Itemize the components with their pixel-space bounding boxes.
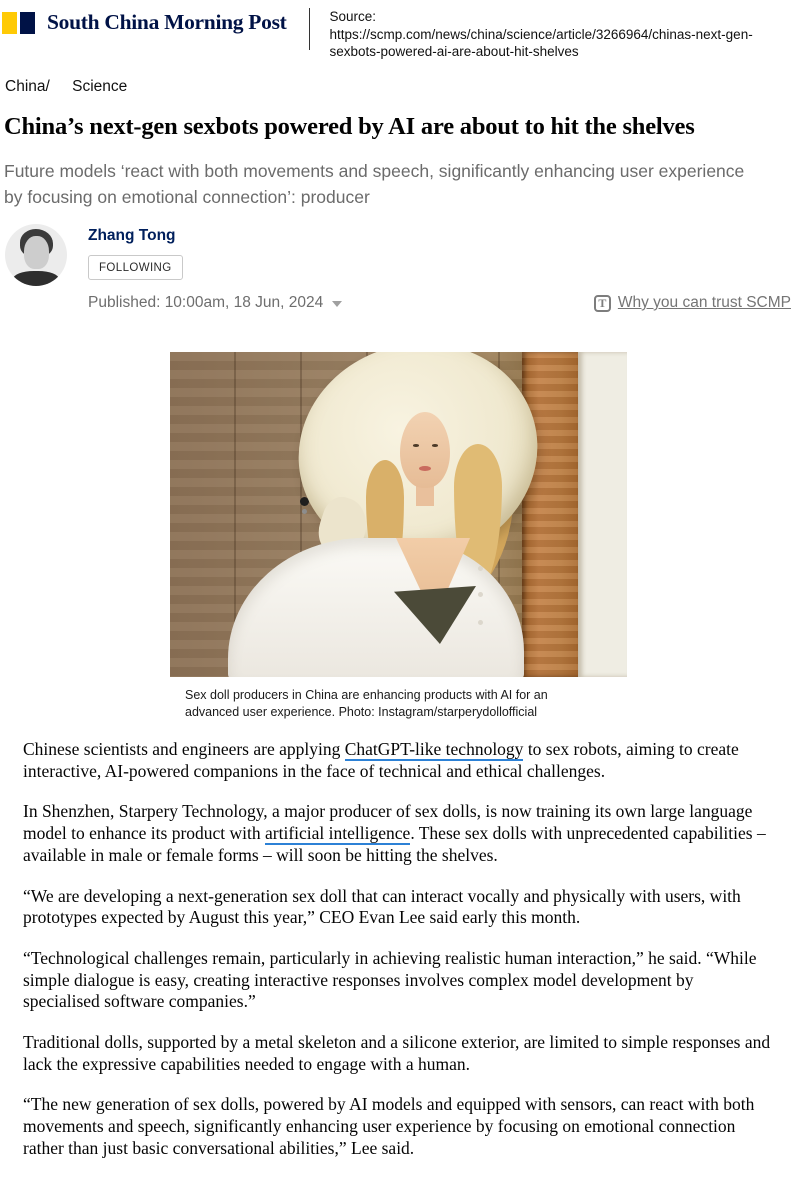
source-url: https://scmp.com/news/china/science/article/3266964/chinas-next-gen-sexbots-powered-ai-are-about-hit-shelves xyxy=(329,26,753,59)
shirt-buttons xyxy=(478,566,483,571)
paragraph-text: . These sex dolls with unprecedented capabilities – available in male or female forms – will soon be hitting the shelves. xyxy=(23,823,766,865)
source-info xyxy=(329,8,792,61)
doll-eye-right xyxy=(432,444,438,447)
inline-link[interactable]: ChatGPT-like technology xyxy=(344,739,524,759)
paragraph xyxy=(23,801,772,866)
breadcrumb-china[interactable]: China/ xyxy=(5,78,50,95)
paragraph xyxy=(23,1032,772,1075)
paragraph-text: In Shenzhen, Starpery Technology, a major producer of sex dolls, is now training its own large language model to enhance its product with xyxy=(23,801,753,844)
logo-navy-square-icon xyxy=(20,12,35,34)
paragraph-text: to sex robots, aiming to create interactive, AI-powered companions in the face of technical and ethical challenges. xyxy=(23,739,739,781)
orange-plank xyxy=(522,352,578,677)
header-divider xyxy=(309,8,310,50)
chevron-down-icon[interactable] xyxy=(332,301,342,307)
published-timestamp: Published: 10:00am, 18 Jun, 2024 xyxy=(88,294,324,311)
logo-yellow-square-icon xyxy=(2,12,17,34)
doll-eye-left xyxy=(413,444,419,447)
paragraph xyxy=(23,886,772,929)
scmp-logo[interactable] xyxy=(2,10,287,35)
breadcrumb xyxy=(5,78,145,96)
hero-image xyxy=(170,352,627,677)
paragraph-text: “The new generation of sex dolls, powered by AI models and equipped with sensors, can react with both movements and speech, significantly enhancing user experience by focusing on emotional connection rather than just basic conversational abilities,” Lee said. xyxy=(23,1094,755,1158)
trust-badge-icon: T xyxy=(594,295,611,312)
doll-lips xyxy=(419,466,431,471)
paragraph-text: “We are developing a next-generation sex doll that can interact vocally and physically with users, with prototypes expected by August this year,” CEO Evan Lee said early this month. xyxy=(23,885,741,928)
breadcrumb-science[interactable]: Science xyxy=(72,78,128,95)
source-label: Source: xyxy=(329,9,377,24)
author-name-link[interactable]: Zhang Tong xyxy=(88,227,176,244)
avatar-shirt xyxy=(13,271,59,286)
publish-row xyxy=(88,294,791,312)
white-wall-strip xyxy=(578,352,627,677)
paragraph xyxy=(23,1094,772,1159)
paragraph xyxy=(23,948,772,1013)
following-button[interactable]: FOLLOWING xyxy=(88,255,183,280)
author-block xyxy=(5,224,791,312)
inline-link[interactable]: artificial intelligence xyxy=(265,823,411,844)
trust-widget[interactable] xyxy=(594,294,791,312)
paragraph xyxy=(23,739,772,782)
avatar-face xyxy=(24,236,49,269)
subheadline: Future models ‘react with both movements and speech, significantly enhancing user experience by focusing on emotional connection’: producer xyxy=(4,161,745,207)
page-title: China’s next-gen sexbots powered by AI are about to hit the shelves xyxy=(4,113,695,140)
trust-link[interactable]: Why you can trust SCMP xyxy=(617,294,791,311)
paragraph-text: “Technological challenges remain, particularly in achieving realistic human interaction,” he said. “While simple dialogue is easy, creating interactive responses involves complex model development by specialised software companies.” xyxy=(23,947,757,1012)
author-column xyxy=(88,224,791,312)
paragraph-text: Chinese scientists and engineers are applying xyxy=(23,739,345,759)
article-body xyxy=(23,739,772,1179)
hero-caption: Sex doll producers in China are enhancing products with AI for an advanced user experience. Photo: Instagram/starperydollofficial xyxy=(185,688,548,719)
logo-wordmark: South China Morning Post xyxy=(47,10,287,34)
author-avatar[interactable] xyxy=(5,224,67,286)
doll-face xyxy=(400,412,450,488)
paragraph-text: Traditional dolls, supported by a metal skeleton and a silicone exterior, are limited to simple responses and lack the expressive capabilities needed to engage with a human. xyxy=(23,1032,771,1074)
site-header xyxy=(2,8,792,61)
